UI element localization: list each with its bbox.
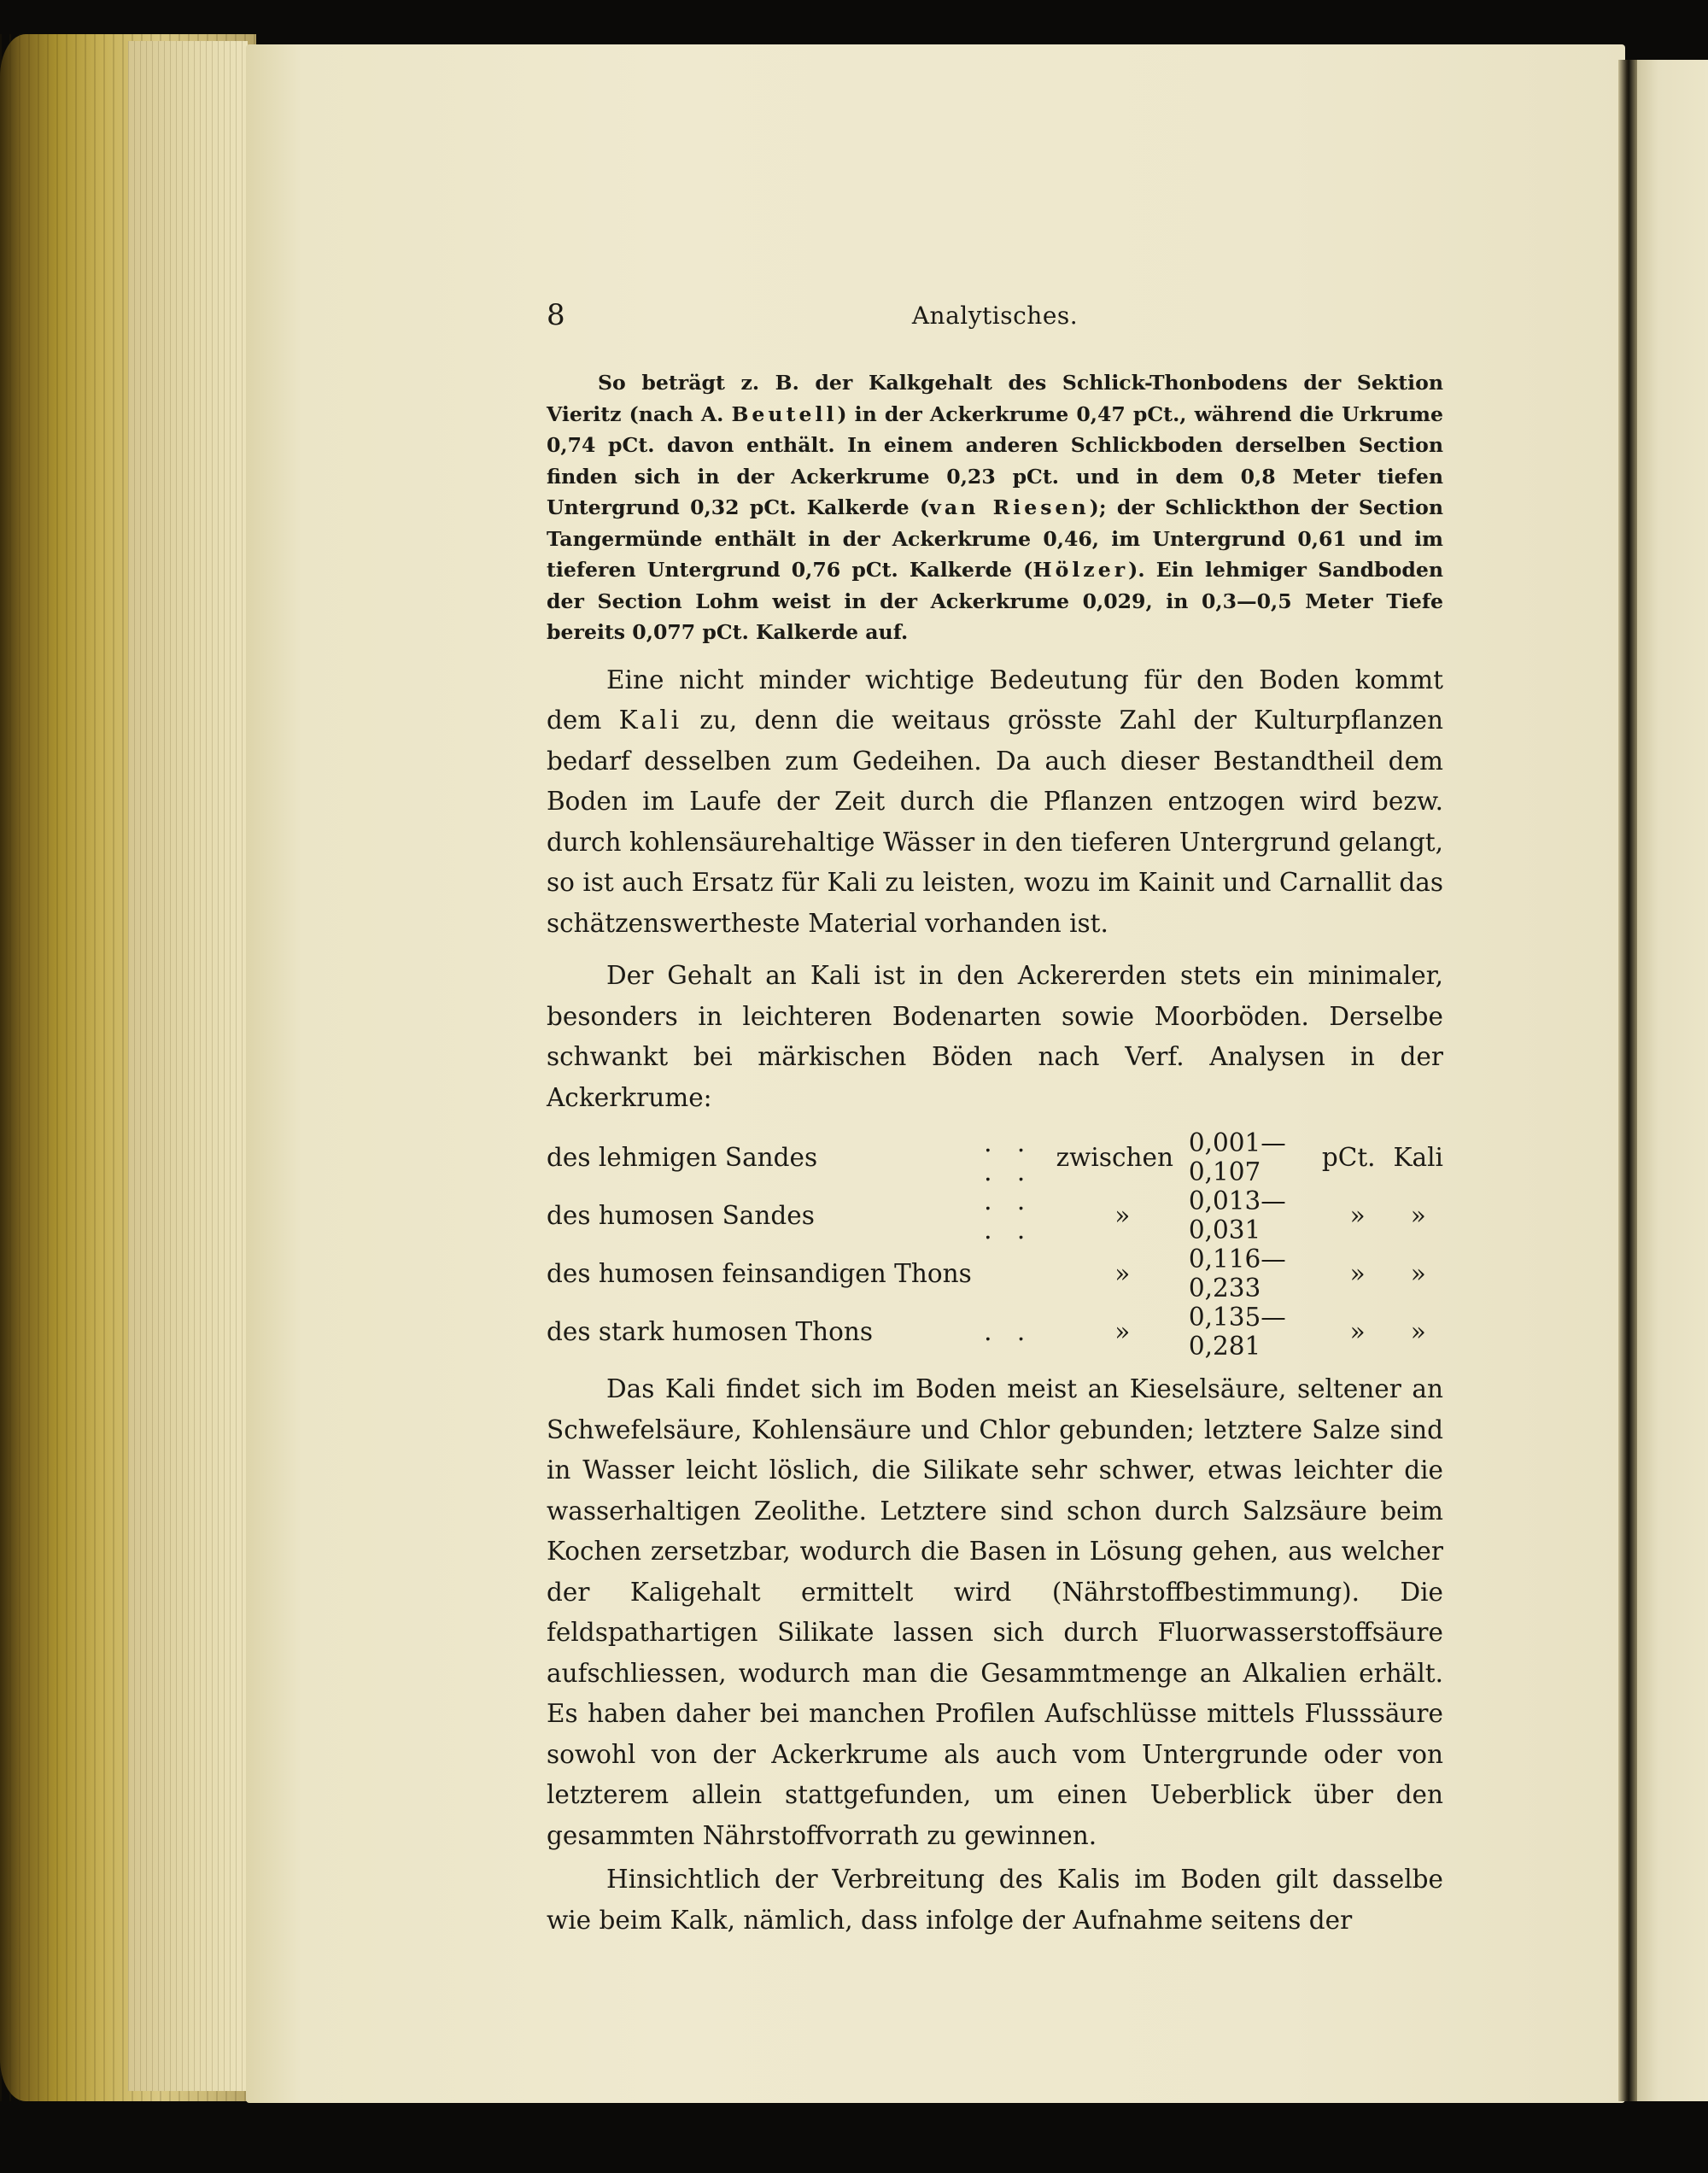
between-word: » — [1114, 1317, 1131, 1346]
paragraph-kali-content: Der Gehalt an Kali ist in den Ackererden stets ein minimaler, besonders in leichteren Bodenarten sowie Moorböden. Derselbe schwankt bei märkischen Böden nach Verf. Analysen in der Ackerkrume: — [547, 961, 1443, 1112]
table-row — [547, 1186, 1443, 1245]
unit: pCt. — [1321, 1143, 1376, 1172]
paragraph-kali-distribution: Hinsichtlich der Verbreitung des Kalis im Boden gilt dasselbe wie beim Kalk, nämlich, dass infolge der Aufnahme seitens der — [547, 1865, 1443, 1935]
table-row — [547, 1303, 1443, 1361]
paragraph-kali-compounds: Das Kali findet sich im Boden meist an Kieselsäure, seltener an Schwefelsäure, Kohlensäure und Chlor gebunden; letztere Salze sind in Wasser leicht löslich, die Silikate sehr schwer, etwas leichter die wasserhaltigen Zeolithe. Letztere sind schon durch Salzsäure beim Kochen zersetzbar, wodurch die Basen in Lösung gehen, aus welcher der Kaligehalt ermittelt wird (Nährstoffbestimmung). Die feldspathartigen Silikate lassen sich durch Fluorwasserstoffsäure aufschliessen, wodurch man die Gesammtmenge an Alkalien erhält. Es haben daher bei manchen Profilen Aufschlüsse mittels Flusssäure sowohl von der Ackerkrume als auch vom Untergrunde oder von letzterem allein stattgefunden, um einen Ueberblick über den gesammten Nährstoffvorrath zu gewinnen. — [547, 1374, 1443, 1850]
soil-type: des humosen Sandes — [547, 1201, 815, 1230]
author-van-riesen: van Riesen — [929, 495, 1090, 519]
substance: » — [1410, 1317, 1426, 1346]
leader-dots — [984, 1245, 1056, 1303]
facing-page-edge — [1637, 60, 1708, 2101]
between-word: » — [1114, 1201, 1131, 1230]
value-range: 0,135—0,281 — [1188, 1303, 1286, 1361]
author-beutell: Beutell — [731, 401, 838, 426]
paragraph-kali-importance — [547, 660, 1443, 945]
leader-dots: . . . . — [984, 1186, 1034, 1245]
page-edges — [128, 41, 248, 2091]
small-print-paragraph — [547, 367, 1443, 648]
leader-dots: . . . . — [984, 1128, 1034, 1186]
between-word: » — [1114, 1259, 1131, 1288]
small-para-text-4: ). Ein lehmiger Sandboden der Section Lohm weist in der Ackerkrume 0,029, in 0,3—0,5 Meter Tiefe bereits 0,077 pCt. Kalkerde auf. — [547, 558, 1443, 644]
soil-type: des humosen feinsandigen Thons — [547, 1259, 972, 1288]
between-word: zwischen — [1056, 1143, 1173, 1172]
value-range: 0,001—0,107 — [1188, 1128, 1286, 1186]
soil-type: des stark humosen Thons — [547, 1317, 874, 1346]
kali-content-table — [547, 1128, 1443, 1361]
substance: Kali — [1393, 1143, 1443, 1172]
small-para-text-1: So beträgt z. B. der Kalkgehalt des Schlick-Thonbodens der Sektion Vieritz (nach A. — [547, 371, 1443, 426]
small-para-text-3: ); der Schlickthon der Section Tangermünde enthält in der Ackerkrume 0,46, im Untergrund 0,61 und im tieferen Untergrund 0,76 pCt. Kalkerde ( — [547, 495, 1443, 582]
soil-type: des lehmigen Sandes — [547, 1143, 818, 1172]
substance: » — [1410, 1201, 1426, 1230]
unit: » — [1349, 1259, 1366, 1288]
unit: » — [1349, 1317, 1366, 1346]
page-header — [547, 298, 1443, 343]
page-text-block — [547, 298, 1444, 1941]
table-row — [547, 1245, 1443, 1303]
table-row — [547, 1128, 1443, 1186]
page-number: 8 — [547, 298, 565, 332]
value-range: 0,116—0,233 — [1188, 1245, 1286, 1303]
leader-dots: . . — [984, 1317, 1034, 1346]
small-para-text-2: ) in der Ackerkrume 0,47 pCt., während die Urkrume 0,74 pCt. davon enthält. In einem anderen Schlickboden derselben Section finden sich in der Ackerkrume 0,23 pCt. und in dem 0,8 Meter tiefen Untergrund 0,32 pCt. Kalkerde ( — [547, 401, 1444, 519]
book-gutter — [1618, 60, 1637, 2101]
value-range: 0,013—0,031 — [1188, 1186, 1286, 1245]
author-hoelzer: Hölzer — [1032, 558, 1129, 582]
running-title: Analytisches. — [911, 302, 1079, 330]
para1-text-1: Eine nicht minder wichtige Bedeutung für den Boden kommt dem — [547, 665, 1443, 735]
para1-text-2: zu, denn die weitaus grösste Zahl der Kulturpflanzen bedarf desselben zum Gedeihen. Da auch dieser Bestandtheil dem Boden im Laufe der Zeit durch die Pflanzen entzogen wird bezw. durch kohlensäurehaltige Wässer in den tieferen Untergrund gelangt, so ist auch Ersatz für Kali zu leisten, wozu im Kainit und Carnallit das schätzenswertheste Material vorhanden ist. — [547, 706, 1443, 938]
substance: » — [1410, 1259, 1426, 1288]
unit: » — [1349, 1201, 1366, 1230]
term-kali: Kali — [618, 706, 683, 735]
